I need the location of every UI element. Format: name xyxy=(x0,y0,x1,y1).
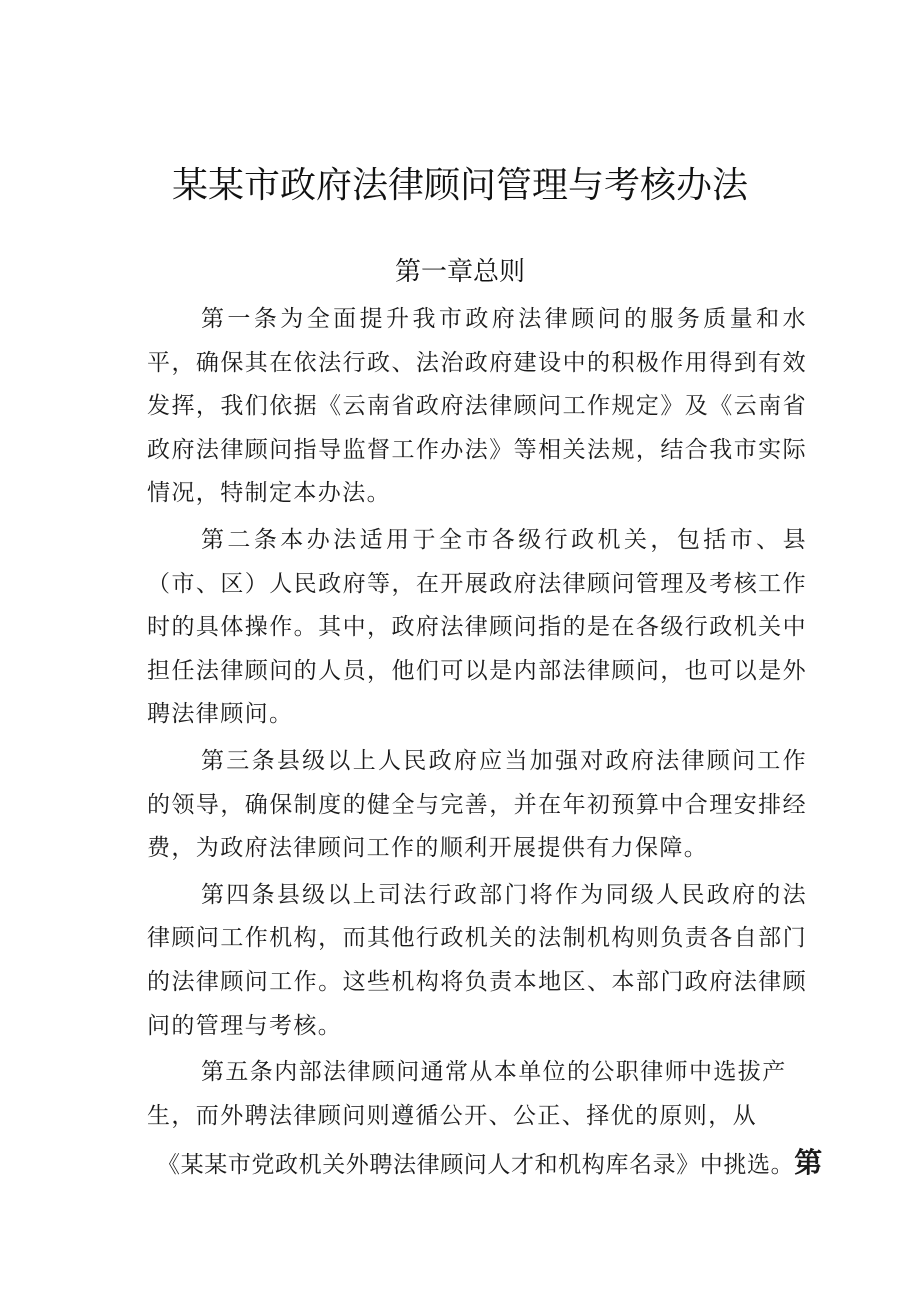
article-5-paragraph: 第五条内部法律顾问通常从本单位的公职律师中选拔产生，而外聘法律顾问则遵循公开、公正、择优的原则，从 xyxy=(147,1059,787,1129)
library-directory-text: 《某某市党政机关外聘法律顾问人才和机构库名录》中挑选。 xyxy=(157,1152,795,1179)
document-body xyxy=(147,298,823,1188)
cut-off-next-article: 第 xyxy=(794,1146,823,1180)
article-3-paragraph: 第三条县级以上人民政府应当加强对政府法律顾问工作的领导，确保制度的健全与完善，并在年初预算中合理安排经费，为政府法律顾问工作的顺利开展提供有力保障。 xyxy=(147,747,807,862)
article-1-paragraph: 第一条为全面提升我市政府法律顾问的服务质量和水平，确保其在依法行政、法治政府建设中的积极作用得到有效发挥，我们依据《云南省政府法律顾问工作规定》及《云南省政府法律顾问指导监督工作办法》等相关法规，结合我市实际情况，特制定本办法。 xyxy=(147,306,807,507)
article-5-continuation xyxy=(157,1141,823,1188)
article-2-paragraph: 第二条本办法适用于全市各级行政机关，包括市、县（市、区）人民政府等，在开展政府法律顾问管理及考核工作时的具体操作。其中，政府法律顾问指的是在各级行政机关中担任法律顾问的人员，他们可以是内部法律顾问，也可以是外聘法律顾问。 xyxy=(147,526,807,728)
document-title: 某某市政府法律顾问管理与考核办法 xyxy=(171,165,748,206)
article-4-paragraph: 第四条县级以上司法行政部门将作为同级人民政府的法律顾问工作机构，而其他行政机关的法制机构则负责各自部门的法律顾问工作。这些机构将负责本地区、本部门政府法律顾问的管理与考核。 xyxy=(147,881,807,1039)
chapter-heading: 第一章总则 xyxy=(394,257,525,287)
